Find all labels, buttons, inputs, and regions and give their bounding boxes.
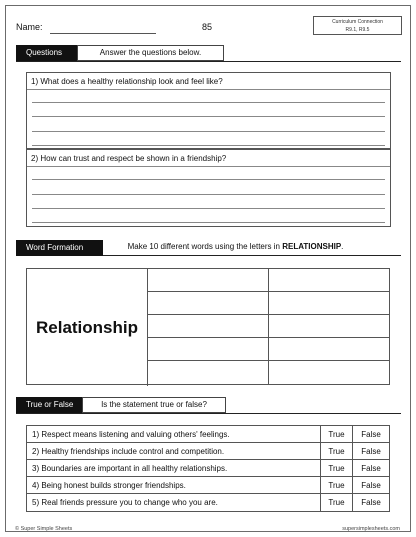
statement-text: 2) Healthy friendships include control and competition. bbox=[27, 443, 321, 459]
word-formation-box bbox=[26, 268, 390, 385]
instruction-end: . bbox=[341, 242, 344, 251]
false-option[interactable]: False bbox=[361, 447, 381, 456]
curriculum-connection-box bbox=[313, 16, 402, 35]
section-divider bbox=[16, 61, 401, 62]
answer-line[interactable] bbox=[32, 145, 385, 146]
table-row bbox=[27, 460, 389, 477]
true-false-section-header bbox=[16, 397, 226, 413]
instruction-word: RELATIONSHIP bbox=[282, 242, 342, 251]
true-false-table bbox=[26, 425, 390, 512]
section-divider bbox=[16, 413, 401, 414]
answer-line[interactable] bbox=[32, 179, 385, 180]
word-answer-cell[interactable] bbox=[269, 361, 390, 384]
word-answer-cell[interactable] bbox=[148, 269, 269, 292]
false-option[interactable]: False bbox=[361, 481, 381, 490]
curriculum-codes: R9.1, R9.5 bbox=[345, 27, 370, 33]
word-answer-cell[interactable] bbox=[269, 338, 390, 361]
website-link[interactable]: supersimplesheets.com bbox=[342, 526, 400, 532]
base-word: Relationship bbox=[27, 269, 148, 386]
answer-line[interactable] bbox=[32, 116, 385, 117]
instruction-text: Make 10 different words using the letters in bbox=[127, 242, 283, 251]
statement-text: 4) Being honest builds stronger friendships. bbox=[27, 477, 321, 493]
false-option[interactable]: False bbox=[361, 464, 381, 473]
table-row bbox=[27, 477, 389, 494]
questions-section-header bbox=[16, 45, 224, 61]
true-option[interactable]: True bbox=[321, 443, 353, 459]
name-label: Name: bbox=[16, 22, 43, 32]
questions-instruction: Answer the questions below. bbox=[77, 45, 224, 61]
copyright-text: © Super Simple Sheets bbox=[15, 526, 73, 532]
table-row bbox=[27, 443, 389, 460]
true-option[interactable]: True bbox=[321, 460, 353, 476]
word-answer-cell[interactable] bbox=[148, 292, 269, 315]
curriculum-title: Curriculum Connection bbox=[332, 19, 383, 25]
page-number: 85 bbox=[202, 22, 213, 32]
answer-line[interactable] bbox=[32, 131, 385, 132]
table-row bbox=[27, 426, 389, 443]
word-answer-cell[interactable] bbox=[148, 315, 269, 338]
word-answer-grid bbox=[148, 269, 390, 384]
answer-line[interactable] bbox=[32, 194, 385, 195]
name-input-line[interactable] bbox=[50, 33, 156, 34]
true-option[interactable]: True bbox=[321, 494, 353, 511]
word-answer-cell[interactable] bbox=[148, 338, 269, 361]
true-option[interactable]: True bbox=[321, 426, 353, 442]
true-false-instruction: Is the statement true or false? bbox=[82, 397, 226, 413]
statement-text: 1) Respect means listening and valuing others' feelings. bbox=[27, 426, 321, 442]
statement-text: 5) Real friends pressure you to change who you are. bbox=[27, 494, 321, 511]
answer-line[interactable] bbox=[32, 222, 385, 223]
question-box-2 bbox=[26, 149, 391, 227]
false-option[interactable]: False bbox=[361, 430, 381, 439]
question-1-text: 1) What does a healthy relationship look and feel like? bbox=[27, 73, 390, 90]
table-row bbox=[27, 494, 389, 511]
word-answer-cell[interactable] bbox=[269, 269, 390, 292]
statement-text: 3) Boundaries are important in all healthy relationships. bbox=[27, 460, 321, 476]
answer-line[interactable] bbox=[32, 102, 385, 103]
word-formation-instruction bbox=[103, 240, 368, 256]
true-option[interactable]: True bbox=[321, 477, 353, 493]
word-answer-cell[interactable] bbox=[148, 361, 269, 384]
word-answer-cell[interactable] bbox=[269, 315, 390, 338]
word-answer-cell[interactable] bbox=[269, 292, 390, 315]
questions-tab: Questions bbox=[16, 45, 77, 61]
false-option[interactable]: False bbox=[361, 498, 381, 507]
word-formation-tab: Word Formation bbox=[16, 240, 103, 256]
true-false-tab: True or False bbox=[16, 397, 82, 413]
question-2-text: 2) How can trust and respect be shown in a friendship? bbox=[27, 150, 390, 167]
word-formation-section-header bbox=[16, 240, 368, 256]
question-box-1 bbox=[26, 72, 391, 149]
answer-line[interactable] bbox=[32, 208, 385, 209]
